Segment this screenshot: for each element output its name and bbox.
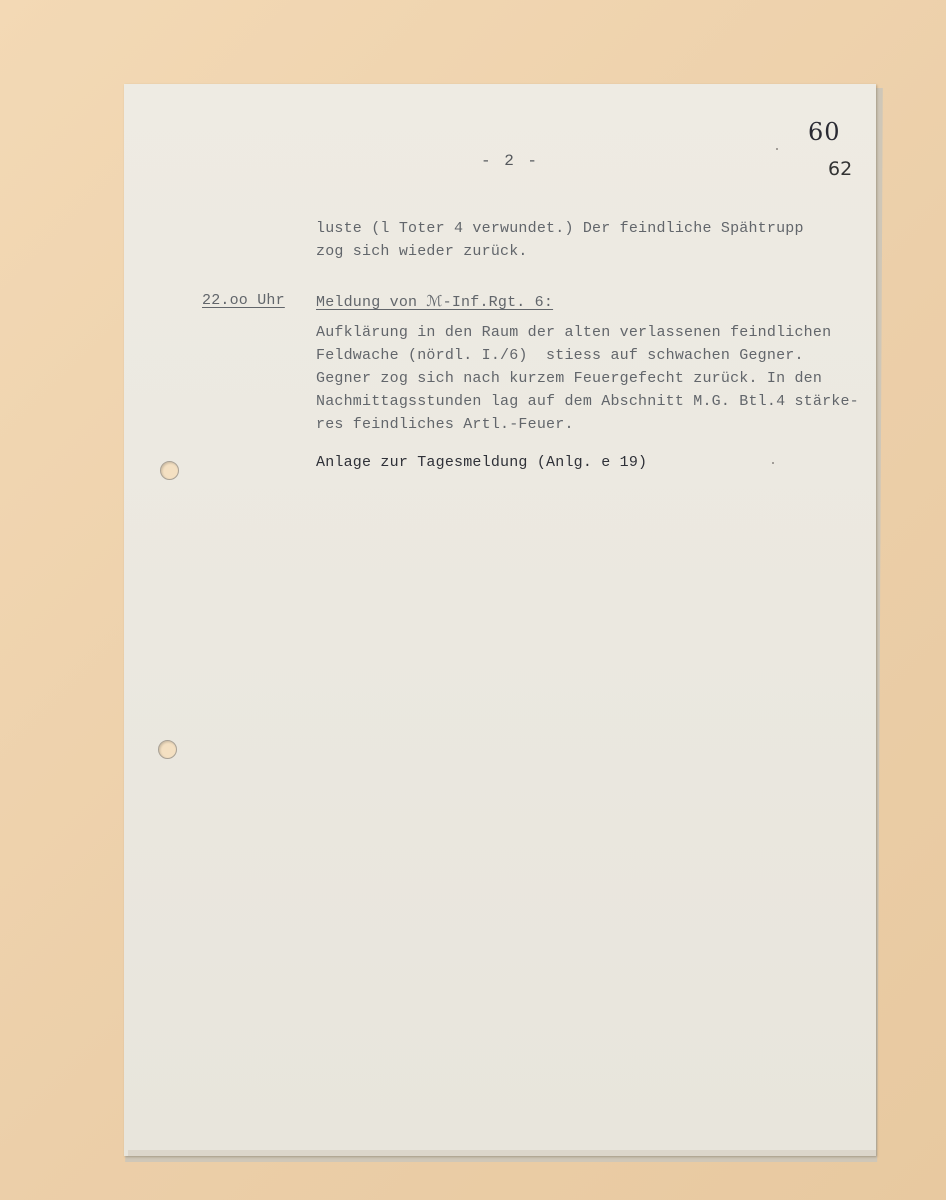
paper-speck (776, 148, 778, 150)
entry-body-line-3: Gegner zog sich nach kurzem Feuergefecht zurück. In den (316, 370, 823, 387)
sheet-bottom-edge (128, 1150, 876, 1156)
entry-body-line-2: Feldwache (nördl. I./6) stiess auf schwachen Gegner. (316, 347, 804, 364)
entry-body-line-4: Nachmittagsstunden lag auf dem Abschnitt M.G. Btl.4 stärke- (316, 393, 859, 410)
folio-number-stamped: 62 (828, 158, 853, 180)
entry-body-line-1: Aufklärung in den Raum der alten verlassenen feindlichen (316, 324, 832, 341)
folio-number-handwritten: 60 (808, 118, 841, 146)
page-number: - 2 - (481, 152, 540, 170)
continuation-line-2: zog sich wieder zurück. (316, 243, 528, 260)
attachment-note: Anlage zur Tagesmeldung (Anlg. e 19) (316, 454, 648, 471)
entry-body-line-5: res feindliches Artl.-Feuer. (316, 416, 574, 433)
continuation-line-1: luste (l Toter 4 verwundet.) Der feindliche Spähtrupp (316, 220, 804, 237)
paper-speck (772, 462, 774, 464)
punch-hole-upper (160, 461, 179, 480)
entry-time: 22.oo Uhr (202, 292, 285, 309)
punch-hole-lower (158, 740, 177, 759)
entry-heading: Meldung von ℳ-Inf.Rgt. 6: (316, 294, 554, 311)
